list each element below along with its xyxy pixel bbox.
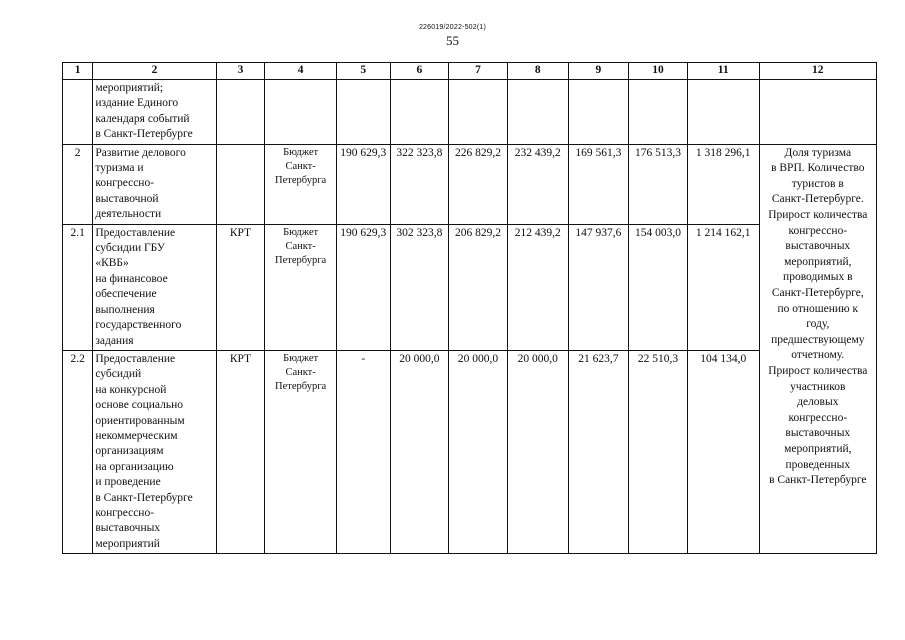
value-cell: 212 439,2 <box>507 224 568 350</box>
text-line: в Санкт-Петербурге <box>95 128 193 141</box>
executor-cell: КРТ <box>216 350 265 553</box>
row-number-cell: 2.1 <box>63 224 93 350</box>
text-line: задания <box>95 334 134 347</box>
source-cell <box>265 350 337 553</box>
source-cell <box>265 144 337 224</box>
column-header: 7 <box>449 63 508 80</box>
text-line: ориентированным <box>95 414 185 427</box>
text-line: конгрессно- <box>788 411 848 424</box>
row-number-cell <box>63 80 93 145</box>
text-line: Доля туризма <box>784 146 852 159</box>
table-row <box>63 224 877 350</box>
column-header: 10 <box>629 63 688 80</box>
event-name-cell <box>93 80 216 145</box>
column-header: 6 <box>390 63 449 80</box>
text-line: участников <box>790 380 846 393</box>
column-header: 1 <box>63 63 93 80</box>
source-cell <box>265 224 337 350</box>
text-line: Санкт- <box>285 240 316 252</box>
value-cell: 206 829,2 <box>449 224 508 350</box>
text-line: в Санкт-Петербурге <box>95 491 193 504</box>
column-header: 5 <box>337 63 391 80</box>
text-line: издание Единого <box>95 97 179 110</box>
text-line: Предоставление <box>95 352 176 365</box>
value-cell: 190 629,3 <box>337 144 391 224</box>
text-line: Санкт- <box>285 160 316 172</box>
text-line: Петербурга <box>275 254 327 266</box>
text-line: Прирост количества <box>768 209 868 221</box>
header-row <box>63 63 877 80</box>
value-cell: 104 134,0 <box>687 350 759 553</box>
text-line: конгрессно- <box>95 177 155 190</box>
text-line: Бюджет <box>283 226 319 238</box>
row-number-cell: 2 <box>63 144 93 224</box>
text-line: основе социально <box>95 399 183 412</box>
value-cell: 322 323,8 <box>390 144 449 224</box>
text-line: Петербурга <box>275 174 327 186</box>
indicator-cell <box>759 144 876 554</box>
text-line: Санкт-Петербурге. <box>771 193 864 206</box>
value-cell: 20 000,0 <box>390 350 449 553</box>
text-line: Петербурга <box>275 380 327 392</box>
text-line: Прирост количества <box>768 364 868 377</box>
text-line: проведенных <box>785 458 851 471</box>
table-row-continuation <box>63 80 877 145</box>
column-header: 12 <box>759 63 876 80</box>
text-line: Санкт- <box>285 366 316 378</box>
value-cell: 190 629,3 <box>337 224 391 350</box>
text-line: Санкт-Петербурге, <box>771 286 864 299</box>
indicator-cell <box>759 80 876 145</box>
text-line: выполнения <box>95 303 155 316</box>
text-line: предшествующему <box>771 333 865 346</box>
text-line: деятельности <box>95 208 162 221</box>
value-cell: - <box>337 350 391 553</box>
executor-cell <box>216 80 265 145</box>
value-cell: 1 214 162,1 <box>687 224 759 350</box>
page-number: 55 <box>446 33 459 48</box>
text-line: «КВБ» <box>95 257 129 270</box>
value-cell <box>507 80 568 145</box>
text-line: организациям <box>95 445 164 458</box>
text-line: мероприятий, <box>784 442 852 455</box>
event-name-cell <box>93 144 216 224</box>
value-cell: 20 000,0 <box>507 350 568 553</box>
value-cell <box>337 80 391 145</box>
value-cell <box>629 80 688 145</box>
value-cell <box>390 80 449 145</box>
text-line: деловых <box>797 396 839 409</box>
text-line: мероприятий <box>95 537 160 550</box>
value-cell: 154 003,0 <box>629 224 688 350</box>
column-header: 9 <box>568 63 629 80</box>
text-line: Развитие делового <box>95 146 186 159</box>
executor-cell <box>216 144 265 224</box>
text-line: конгрессно- <box>788 224 848 237</box>
text-line: субсидий <box>95 368 142 381</box>
text-line: субсидии ГБУ <box>95 242 166 255</box>
text-line: выставочных <box>95 522 161 535</box>
text-line: выставочных <box>785 240 851 253</box>
value-cell: 232 439,2 <box>507 144 568 224</box>
text-line: на конкурсной <box>95 383 167 396</box>
value-cell: 1 318 296,1 <box>687 144 759 224</box>
text-line: туризма и <box>95 162 144 175</box>
text-line: мероприятий; <box>95 82 164 94</box>
column-header: 8 <box>507 63 568 80</box>
value-cell: 176 513,3 <box>629 144 688 224</box>
text-line: Бюджет <box>283 146 319 158</box>
text-line: выставочных <box>785 427 851 440</box>
value-cell: 226 829,2 <box>449 144 508 224</box>
text-line: отчетному. <box>791 349 845 362</box>
text-line: и проведение <box>95 476 161 489</box>
text-line: конгрессно- <box>95 506 155 519</box>
event-name-cell <box>93 224 216 350</box>
value-cell <box>687 80 759 145</box>
text-line: туристов в <box>791 177 844 190</box>
value-cell: 302 323,8 <box>390 224 449 350</box>
text-line: на финансовое <box>95 272 168 285</box>
text-line: календаря событий <box>95 112 190 125</box>
value-cell: 147 937,6 <box>568 224 629 350</box>
text-line: в ВРП. Количество <box>771 162 865 175</box>
column-header: 4 <box>265 63 337 80</box>
row-number-cell: 2.2 <box>63 350 93 553</box>
text-line: на организацию <box>95 460 174 473</box>
text-line: году, <box>806 318 830 331</box>
column-header: 3 <box>216 63 265 80</box>
executor-cell: КРТ <box>216 224 265 350</box>
text-line: в Санкт-Петербурге <box>769 474 867 487</box>
text-line: по отношению к <box>777 302 859 315</box>
text-line: выставочной <box>95 192 159 205</box>
text-line: некоммерческим <box>95 429 178 442</box>
text-line: обеспечение <box>95 288 157 301</box>
text-line: Бюджет <box>283 352 319 364</box>
text-line: мероприятий, <box>784 255 852 268</box>
text-line: государственного <box>95 319 182 332</box>
value-cell: 22 510,3 <box>629 350 688 553</box>
table-row <box>63 144 877 224</box>
value-cell: 21 623,7 <box>568 350 629 553</box>
value-cell: 20 000,0 <box>449 350 508 553</box>
value-cell <box>449 80 508 145</box>
text-line: проводимых в <box>783 271 853 284</box>
column-header: 11 <box>687 63 759 80</box>
value-cell <box>568 80 629 145</box>
document-id: 226019/2022-502(1) <box>418 24 487 31</box>
source-cell <box>265 80 337 145</box>
text-line: Предоставление <box>95 226 176 239</box>
table-row <box>63 350 877 553</box>
value-cell: 169 561,3 <box>568 144 629 224</box>
event-name-cell <box>93 350 216 553</box>
program-table <box>62 62 877 554</box>
column-header: 2 <box>93 63 216 80</box>
